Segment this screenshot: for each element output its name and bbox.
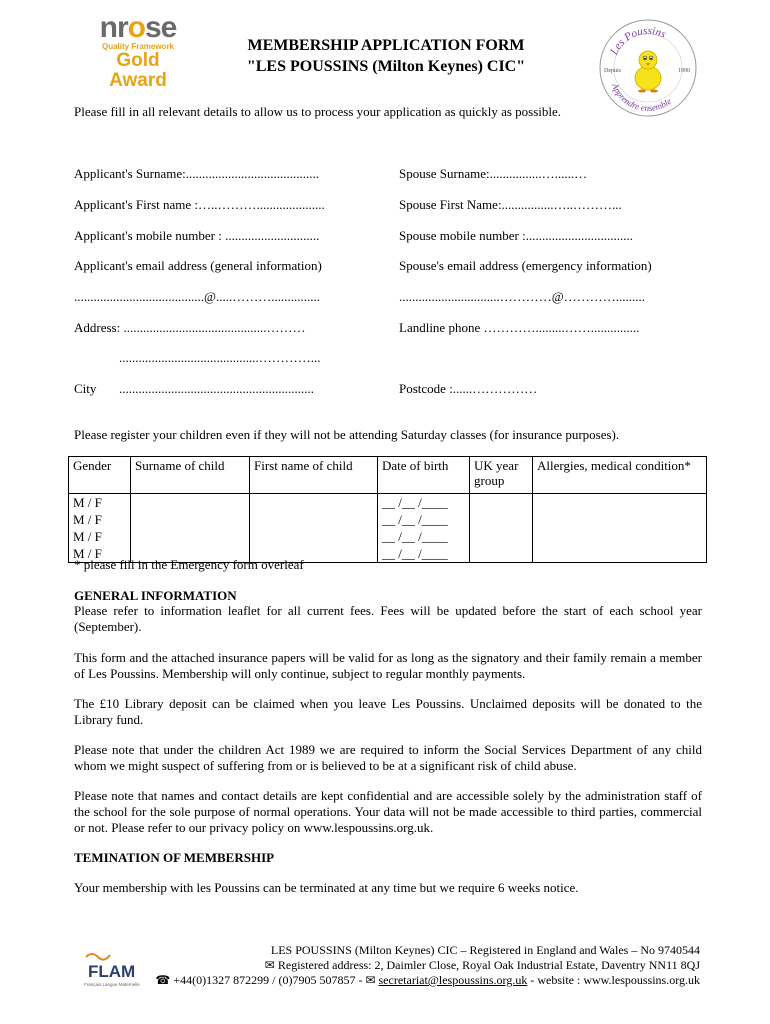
allergies-cell[interactable]: [533, 494, 707, 512]
badge-left-text: Depuis: [604, 68, 621, 74]
spouse-mobile-field[interactable]: Spouse mobile number :.................................: [399, 228, 633, 243]
address-line-2-field[interactable]: ...........................................…………...: [119, 350, 321, 365]
table-row: [69, 511, 707, 528]
page-title: [186, 35, 586, 77]
children-table: [68, 456, 707, 563]
year-group-cell[interactable]: [470, 511, 533, 528]
surname-cell[interactable]: [131, 528, 250, 545]
footer-phone: +44(0)1327 872299 / (0)7905 507857 -: [173, 973, 366, 987]
gender-cell[interactable]: M / F: [69, 494, 131, 512]
applicant-email-field[interactable]: ........................................@.....………...............: [74, 289, 320, 304]
address-field[interactable]: Address: ............................................………: [74, 320, 306, 335]
year-group-cell[interactable]: [470, 494, 533, 512]
intro-text: Please fill in all relevant details to allow us to process your application as quickly as possible.: [74, 104, 562, 119]
allergies-cell[interactable]: [533, 511, 707, 528]
first-name-cell[interactable]: [250, 494, 378, 512]
dob-cell[interactable]: __ /__ /____: [378, 511, 470, 528]
mail-icon: ✉: [365, 973, 379, 987]
header-surname: Surname of child: [131, 457, 250, 494]
children-register-note: Please register your children even if they will not be attending Saturday classes (for insurance purposes).: [74, 427, 620, 442]
applicant-first-name-field[interactable]: Applicant's First name :…..……….....................: [74, 197, 325, 212]
year-group-cell[interactable]: [470, 528, 533, 545]
badge-bottom-text: Apprendre ensemble: [609, 81, 674, 114]
phone-icon: ☎: [155, 973, 174, 987]
termination-heading: TEMINATION OF MEMBERSHIP: [74, 850, 275, 865]
allergies-cell[interactable]: [533, 528, 707, 545]
nrose-gold-award-logo: [88, 11, 188, 91]
footer-address: Registered address: 2, Daimler Close, Royal Oak Industrial Estate, Daventry NN11 8QJ: [277, 958, 700, 972]
title-line-2: "LES POUSSINS (Milton Keynes) CIC": [246, 58, 526, 75]
general-info-p5: Please note that names and contact details are kept confidential and are accessible solely by the administration staff of the school for the sole purpose of normal operations. Your data will not be made accessible to third parties, commercial or not. Please refer to our privacy policy on www.lespoussins.org.uk.: [74, 788, 702, 835]
header-year-group: UK year group: [470, 457, 533, 494]
dob-cell[interactable]: __ /__ /____: [378, 545, 470, 563]
footer-contact-line: [140, 973, 700, 988]
spouse-email-label: Spouse's email address (emergency information): [399, 258, 652, 273]
table-row: [69, 494, 707, 512]
table-header-row: [69, 457, 707, 494]
gender-cell[interactable]: M / F: [69, 545, 131, 563]
logo-quality-framework: Quality Framework: [101, 42, 175, 51]
header-dob: Date of birth: [378, 457, 470, 494]
logo-text-o: o: [127, 11, 145, 44]
badge-top-text: Les Poussins: [608, 24, 668, 57]
table-footnote: * please fill in the Emergency form overleaf: [74, 557, 304, 572]
footer-address-line: [140, 958, 700, 973]
city-label: City: [74, 381, 97, 396]
general-info-p3: The £10 Library deposit can be claimed when you leave Les Poussins. Unclaimed deposits will be donated to the Library fund.: [74, 696, 702, 727]
spouse-email-field[interactable]: ...............................…………@………….........: [399, 289, 645, 304]
applicant-surname-field[interactable]: Applicant's Surname:.........................................: [74, 166, 319, 181]
allergies-cell[interactable]: [533, 545, 707, 563]
spouse-first-name-field[interactable]: Spouse First Name:................…..………...: [399, 197, 622, 212]
general-info-p4: Please note that under the children Act 1989 we are required to inform the Social Services Department of any child whom we might suspect of suffering from or is believed to be at a significant risk of child abuse.: [74, 742, 702, 773]
landline-field[interactable]: Landline phone ………….........……...............: [399, 320, 640, 335]
year-group-cell[interactable]: [470, 545, 533, 563]
first-name-cell[interactable]: [250, 528, 378, 545]
termination-text: Your membership with les Poussins can be terminated at any time but we require 6 weeks notice.: [74, 880, 579, 895]
general-info-p2: This form and the attached insurance papers will be valid for as long as the signatory and their family remain a member of Les Poussins. Membership will only continue, subject to regular monthly payments.: [74, 650, 702, 681]
general-info-heading: GENERAL INFORMATION: [74, 588, 237, 603]
flam-sub-text: Français Langue Maternelle: [84, 982, 140, 987]
logo-gold-award: Gold Award: [109, 50, 167, 91]
footer-email-link[interactable]: secretariat@lespoussins.org.uk: [378, 973, 528, 987]
surname-cell[interactable]: [131, 494, 250, 512]
first-name-cell[interactable]: [250, 511, 378, 528]
general-info-p1: Please refer to information leaflet for all current fees. Fees will be updated before the start of each school year (September).: [74, 603, 702, 634]
logo-text-nr: nr: [99, 11, 128, 44]
title-line-1: MEMBERSHIP APPLICATION FORM: [247, 37, 525, 54]
dob-cell[interactable]: __ /__ /____: [378, 528, 470, 545]
applicant-email-label: Applicant's email address (general information): [74, 258, 322, 273]
surname-cell[interactable]: [131, 511, 250, 528]
gender-cell[interactable]: M / F: [69, 511, 131, 528]
city-field[interactable]: ............................................................: [119, 381, 314, 396]
footer-registration: LES POUSSINS (Milton Keynes) CIC – Registered in England and Wales – No 9740544: [270, 943, 700, 957]
footer-website[interactable]: - website : www.lespoussins.org.uk: [527, 973, 700, 987]
gender-cell[interactable]: M / F: [69, 528, 131, 545]
spouse-surname-field[interactable]: Spouse Surname:................…......…: [399, 166, 588, 181]
logo-text-se: se: [144, 11, 177, 44]
envelope-icon: ✉: [264, 958, 278, 972]
footer: [140, 943, 700, 988]
badge-right-text: 1990: [678, 68, 690, 74]
flam-logo-text: FLAM: [88, 962, 136, 981]
table-row: [69, 528, 707, 545]
postcode-field[interactable]: Postcode :......……………: [399, 381, 538, 396]
header-allergies: Allergies, medical condition*: [533, 457, 707, 494]
applicant-mobile-field[interactable]: Applicant's mobile number : .............................: [74, 228, 320, 243]
header-first-name: First name of child: [250, 457, 378, 494]
header-gender: Gender: [69, 457, 131, 494]
les-poussins-badge: [598, 18, 698, 118]
dob-cell[interactable]: __ /__ /____: [378, 494, 470, 512]
